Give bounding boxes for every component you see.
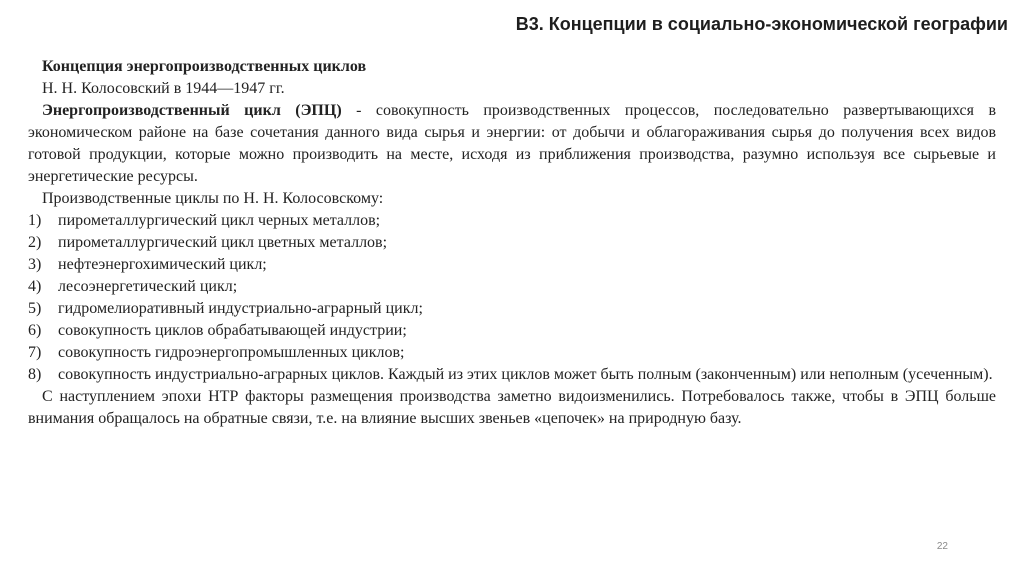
page-number: 22 xyxy=(936,541,948,552)
list-item-text: нефтеэнергохимический цикл; xyxy=(58,256,267,273)
list-item xyxy=(28,320,996,342)
list-item xyxy=(28,342,996,364)
list-intro: Производственные циклы по Н. Н. Колосовскому: xyxy=(42,190,384,207)
list-item xyxy=(28,298,996,320)
definition-term: Энергопроизводственный цикл (ЭПЦ) xyxy=(42,102,342,119)
list-item-text: совокупность циклов обрабатывающей индустрии; xyxy=(58,322,407,339)
list-item-number: 7) xyxy=(28,344,42,361)
list-item-text: гидромелиоративный индустриально-аграрный цикл; xyxy=(58,300,423,317)
conclusion-paragraph: С наступлением эпохи НТР факторы размещения производства заметно видоизменились. Потребовалось также, чтобы в ЭПЦ больше внимания обращалось на обратные связи, т.е. на влияние высших звеньев «цепочек» на природную базу. xyxy=(28,388,996,427)
list-item-text: пирометаллургический цикл цветных металлов; xyxy=(58,234,388,251)
list-item-text: лесоэнергетический цикл; xyxy=(58,278,238,295)
list-item xyxy=(28,210,996,232)
section-heading: Концепция энергопроизводственных циклов xyxy=(42,58,367,75)
slide-title: В3. Концепции в социально-экономической географии xyxy=(515,14,1008,34)
list-item-number: 6) xyxy=(28,322,42,339)
list-item-number: 8) xyxy=(28,366,42,383)
list-item-number: 1) xyxy=(28,212,42,229)
list-item xyxy=(28,276,996,298)
list-item-text: совокупность гидроэнергопромышленных циклов; xyxy=(58,344,405,361)
author-line: Н. Н. Колосовский в 1944—1947 гг. xyxy=(42,80,285,97)
list-item-text: совокупность индустриально-аграрных циклов. Каждый из этих циклов может быть полным (законченным) или неполным (усеченным). xyxy=(58,366,993,383)
definition-paragraph xyxy=(28,100,996,188)
list-item xyxy=(28,232,996,254)
list-item xyxy=(28,254,996,276)
list-item-number: 5) xyxy=(28,300,42,317)
list-item-number: 2) xyxy=(28,234,42,251)
cycles-list xyxy=(28,210,996,386)
list-item xyxy=(28,364,996,386)
list-item-text: пирометаллургический цикл черных металлов; xyxy=(58,212,381,229)
slide-body xyxy=(28,56,996,430)
definition-text: - совокупность производственных процессов, последовательно развертывающихся в экономическом районе на базе сочетания данного вида сырья и энергии: от добычи и облагораживания сырья до получения всех видов готовой продукции, которые можно производить на месте, исходя из приближения производства, разумно используя все сырьевые и энергетические ресурсы. xyxy=(28,102,997,185)
list-item-number: 3) xyxy=(28,256,42,273)
list-item-number: 4) xyxy=(28,278,42,295)
